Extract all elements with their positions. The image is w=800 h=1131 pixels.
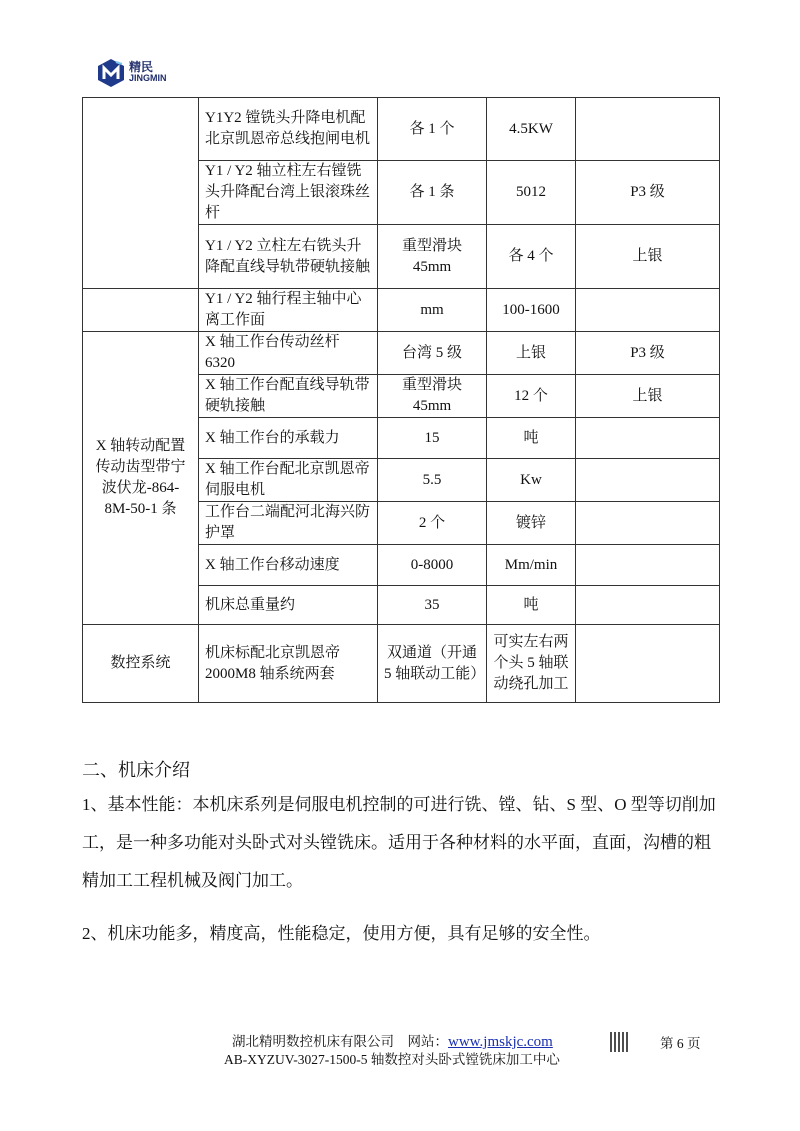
table-cell	[576, 586, 720, 625]
table-cell: 4.5KW	[487, 98, 576, 161]
table-cell: X 轴工作台传动丝杆 6320	[199, 332, 378, 375]
page-number: 第 6 页	[660, 1036, 701, 1051]
table-cell: 上银	[576, 225, 720, 289]
table-cell: 0-8000	[378, 545, 487, 586]
table-cell: 各 1 个	[378, 98, 487, 161]
table-cell: X 轴工作台配北京凯恩帝伺服电机	[199, 459, 378, 502]
company-logo	[96, 58, 167, 88]
table-cell	[576, 418, 720, 459]
table-cell	[83, 98, 199, 289]
table-cell: 35	[378, 586, 487, 625]
table-cell: X 轴工作台的承载力	[199, 418, 378, 459]
table-cell: Y1 / Y2 轴立柱左右镗铣头升降配台湾上银滚珠丝杆	[199, 161, 378, 225]
logo-cn: 精民	[129, 60, 154, 74]
table-cell	[576, 98, 720, 161]
spec-table	[82, 97, 720, 703]
table-cell: 上银	[576, 375, 720, 418]
section-title: 二、机床介绍	[82, 760, 190, 780]
table-cell: 镀锌	[487, 502, 576, 545]
table-cell: P3 级	[576, 161, 720, 225]
table-cell: 上银	[487, 332, 576, 375]
footer-website-link[interactable]: www.jmskjc.com	[448, 1034, 553, 1050]
table-cell: 可实左右两个头 5 轴联动绕孔加工	[487, 625, 576, 703]
table-cell: 重型滑块 45mm	[378, 225, 487, 289]
table-cell: 100-1600	[487, 289, 576, 332]
qr-code-icon	[610, 1032, 630, 1052]
table-cell: Y1Y2 镗铣头升降电机配北京凯恩帝总线抱闸电机	[199, 98, 378, 161]
table-cell: 2 个	[378, 502, 487, 545]
table-cell: X 轴转动配置传动齿型带宁波伏龙-864-8M-50-1 条	[83, 332, 199, 625]
table-cell: 5012	[487, 161, 576, 225]
table-cell	[576, 459, 720, 502]
table-cell	[576, 289, 720, 332]
table-row	[83, 625, 720, 703]
footer-model: AB-XYZUV-3027-1500-5 轴数控对头卧式镗铣床加工中心	[224, 1052, 560, 1067]
table-cell: 15	[378, 418, 487, 459]
table-cell: Mm/min	[487, 545, 576, 586]
table-cell: 各 4 个	[487, 225, 576, 289]
table-cell: 工作台二端配河北海兴防护罩	[199, 502, 378, 545]
footer-company: 湖北精明数控机床有限公司	[232, 1034, 394, 1049]
table-cell	[576, 502, 720, 545]
logo-en: JINGMIN	[129, 73, 167, 83]
table-row	[83, 98, 720, 161]
table-cell: mm	[378, 289, 487, 332]
table-row	[83, 332, 720, 375]
table-cell: 吨	[487, 586, 576, 625]
table-cell: X 轴工作台移动速度	[199, 545, 378, 586]
footer-site-label: 网站：	[407, 1034, 448, 1049]
table-cell: 各 1 条	[378, 161, 487, 225]
table-cell: 重型滑块 45mm	[378, 375, 487, 418]
table-cell	[576, 545, 720, 586]
table-cell: 双通道（开通 5 轴联动工能）	[378, 625, 487, 703]
jingmin-logo-icon	[96, 58, 126, 88]
table-cell	[576, 625, 720, 703]
table-cell	[83, 289, 199, 332]
paragraph-2: 2、机床功能多，精度高，性能稳定，使用方便，具有足够的安全性。	[82, 924, 601, 943]
table-cell: 机床标配北京凯恩帝 2000M8 轴系统两套	[199, 625, 378, 703]
table-cell: 数控系统	[83, 625, 199, 703]
table-cell: 12 个	[487, 375, 576, 418]
table-cell: P3 级	[576, 332, 720, 375]
table-cell: 台湾 5 级	[378, 332, 487, 375]
table-row	[83, 289, 720, 332]
table-cell: 5.5	[378, 459, 487, 502]
paragraph-1: 1、基本性能：本机床系列是伺服电机控制的可进行铣、镗、钻、S 型、O 型等切削加工，是一种多功能对头卧式对头镗铣床。适用于各种材料的水平面，直面，沟槽的粗精加工工程机械及阀门加工。	[82, 795, 716, 890]
table-cell: Y1 / Y2 轴行程主轴中心离工作面	[199, 289, 378, 332]
table-cell: X 轴工作台配直线导轨带硬轨接触	[199, 375, 378, 418]
table-cell: Kw	[487, 459, 576, 502]
table-cell: 机床总重量约	[199, 586, 378, 625]
table-cell: 吨	[487, 418, 576, 459]
table-cell: Y1 / Y2 立柱左右铣头升降配直线导轨带硬轨接触	[199, 225, 378, 289]
